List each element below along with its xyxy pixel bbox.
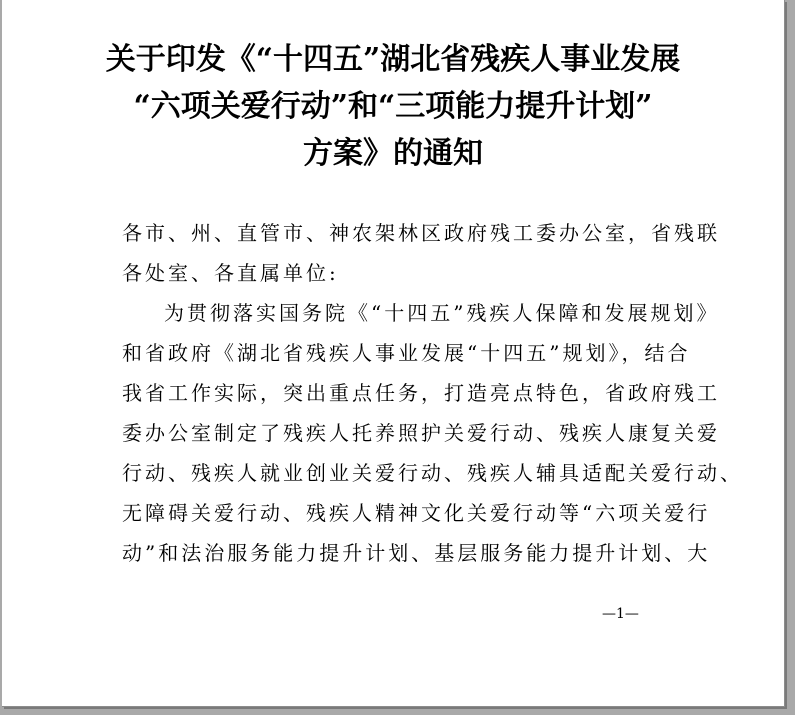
page-number: —1— [602,606,639,622]
addressee-line-2: 各处室、各直属单位: [122,261,339,285]
paragraph-line-7: 动”和法治服务能力提升计划、基层服务能力提升计划、大 [122,541,711,565]
title-line-3: 方案》的通知 [303,136,483,171]
paragraph-line-2: 和省政府《湖北省残疾人事业发展“十四五”规划》，结合 [122,341,691,365]
paragraph-line-5: 行动、残疾人就业创业关爱行动、残疾人辅具适配关爱行动、 [122,461,743,485]
document-page [2,0,785,707]
paragraph-line-1: 为贯彻落实国务院《“十四五”残疾人保障和发展规划》 [164,301,720,325]
title-line-2: “六项关爱行动”和“三项能力提升计划” [133,89,653,124]
document-body [122,213,743,573]
addressee-line-1: 各市、州、直管市、神农架林区政府残工委办公室，省残联 [122,221,720,245]
title-line-1: 关于印发《“十四五”湖北省残疾人事业发展 [105,42,681,77]
paragraph-line-3: 我省工作实际，突出重点任务，打造亮点特色，省政府残工 [122,381,720,405]
paragraph-line-6: 无障碍关爱行动、残疾人精神文化关爱行动等“六项关爱行 [122,501,711,525]
paragraph-line-4: 委办公室制定了残疾人托养照护关爱行动、残疾人康复关爱 [122,421,720,445]
document-title [2,36,784,177]
